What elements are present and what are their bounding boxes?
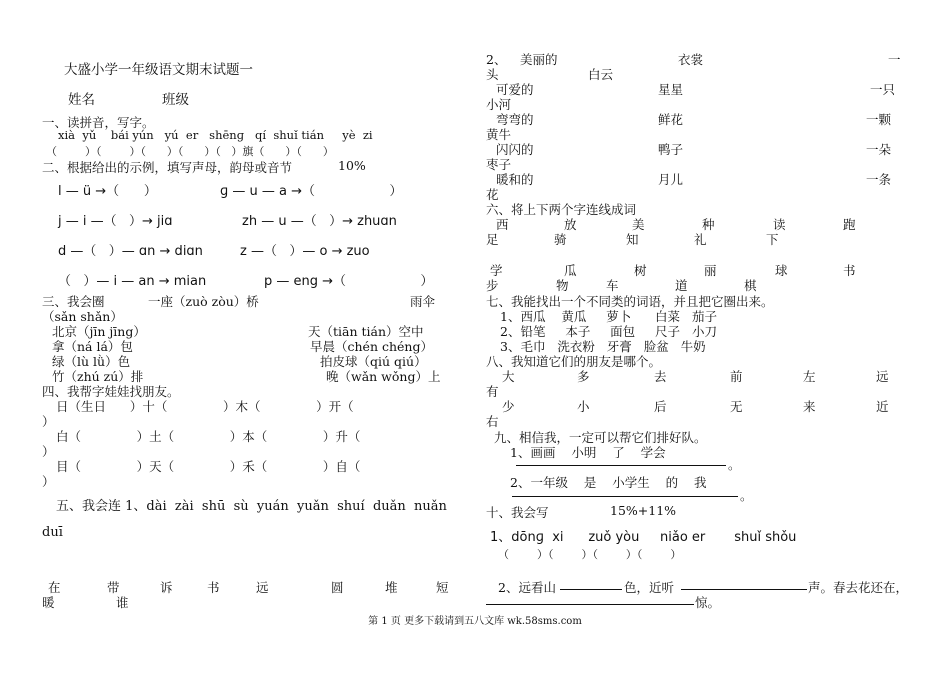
section10-percent: 15%+11% [610,503,677,518]
r2-word: 花 [486,187,499,202]
s6-bot: 步 [486,278,499,293]
s6-top: 知 [626,232,639,247]
section3-row5b: 拍皮球（qiú qiú） [320,354,427,369]
section4-row2-close: ） [42,444,55,459]
section5-char: 带 [107,580,120,595]
section1-heading: 一、读拼音，写字。 [42,115,155,130]
r2-word: 月儿 [658,172,684,187]
section3-heading: 三、我会圈 [42,294,105,309]
s6-top: 跑 [843,217,856,232]
section2-line1a: l — ü →（ ） [58,184,157,199]
section10-heading: 十、我会写 [486,505,549,520]
s9-item2: 2、一年级 是 小学生 的 我 [510,475,707,490]
s6-bot: 球 [775,263,788,278]
section2-line3b: z —（ ）— o → zuo [240,244,370,259]
s10-blanks: （ ）（ ）（ ）（ ） [498,548,682,561]
section3-row1b: 雨伞 [410,294,436,309]
section5-char: 远 [256,580,269,595]
section3-row1a: 一座（zuò zòu）桥 [148,294,259,309]
section5-char: 短 [436,580,449,595]
s6-top: 骑 [554,232,567,247]
s6-bot: 书 [843,263,856,278]
r2-num: 2、 [486,52,507,67]
exam-page: 大盛小学一年级语文期末试题一 姓名 班级 一、读拼音，写字。 xià yǔ bái yún yú er shēnɡ qí shuǐ tián yè zi （ ）（ ）（ ）（ ）（ ）旗（ ）（ ） 二、根据给出的示例，填写声母，韵母或音节 10% l — ü →（ ） ɡ — u — a →（ ） j — i —（ ）→ jiɑ zh — u —（ ）→ zhuɑn d —（ ）— ɑn → diɑn z —（ ）— o → zuo （ ）— i — an → mian p — eng →（ ） 三、我会圈 一座（zuò zòu）桥 雨伞 （sǎn shǎn） 北京（jīn jīng） 天（tiān tián）空中 拿（ná lá）包 早晨（chén chéng） 绿（lù lǜ）色 拍皮球（qiú qiú） 竹（zhú zú）排 晚（wǎn wǒng）上 四、我帮字娃娃找朋友。 日（生日 ）十（ ）木（ ）开（ ） 白（ ）土（ ）本（ ）升（ ） 目（ ）天（ ）禾（ ）自（ ） 五、我会连 1、dài zài shū sù yuán yuǎn shuí duǎn nuǎn duī 在 带 诉 书 远 圆 堆 短 暖 谁 2、 美丽的 衣裳 一 头 白云 可爱的 星星 一只 小河 弯弯的 鲜花 一颗 黄牛 闪闪的 鸭子 一朵 枣子 暖和的 月儿 一条 花 六、将上下两个字连线成词 西 放 美 种 读 跑 足 骑 知 礼 下 学 瓜 树 丽 球 书 步 物 车 道 棋 七、我能找出一个不同类的词语，并且把它圈出来。 1、西瓜 黄瓜 萝卜 白菜 茄子 2、铅笔 本子 面包 尺子 小刀 3、毛巾 洗衣粉 牙膏 脸盆 牛奶 八、我知道它们的朋友是哪个。 大 多 去 前 左 远 有 少 小 后 无 来 近 右 九、相信我，一定可以帮它们排好队。 1、画画 小明 了 学会 。 2、一年级 是 小学生 的 我 。 十、我会写 15%+11% 1、dōnɡ xi zuǒ yòu niǎo er shuǐ shǒu （ ）（ ）（ ）（ ） 2、远看山 色，近听 声。春去花还在， 惊。 第 1 页 更多下载请到五八文库 wk.58sms.com [0,0,950,673]
r2-word: 一 [888,52,901,67]
s10-line2b: 色，近听 [624,580,675,595]
section5-cont: duī [42,525,63,540]
r2-word: 小河 [486,97,512,112]
section3-row3a: 北京（jīn jīng） [52,324,146,339]
section3-row6a: 竹（zhú zú）排 [52,369,144,384]
s10-pinyin: 1、dōnɡ xi zuǒ yòu niǎo er shuǐ shǒu [490,530,797,545]
s6-top: 读 [773,217,786,232]
r2-word: 弯弯的 [496,112,534,127]
section2-line4a: （ ）— i — an → mian [58,274,207,289]
s8-char: 后 [654,399,667,414]
section2-percent: 10% [338,158,366,173]
s6-top: 西 [496,217,509,232]
section1-blanks: （ ）（ ）（ ）（ ）（ ）旗（ ）（ ） [46,145,334,158]
s7-item2: 2、铅笔 本子 面包 尺子 小刀 [500,324,717,339]
s7-item3: 3、毛巾 洗衣粉 牙膏 脸盆 牛奶 [500,339,706,354]
s8-char: 近 [876,399,889,414]
section2-line1b: ɡ — u — a →（ ） [220,184,403,199]
r2-word: 美丽的 [520,52,558,67]
r2-word: 可爱的 [496,82,534,97]
r2-word: 星星 [658,82,684,97]
section5-char: 堆 [385,580,398,595]
s8-char: 大 [502,369,515,384]
s9-answer-line1[interactable] [516,453,726,466]
s8-char: 小 [577,399,590,414]
s8-char: 多 [577,369,590,384]
s8-char: 左 [803,369,816,384]
page-footer: 第 1 页 更多下载请到五八文库 wk.58sms.com [368,616,582,627]
s6-top: 种 [702,217,715,232]
r2-word: 一条 [866,172,892,187]
s6-bot: 棋 [744,278,757,293]
section6-heading: 六、将上下两个字连线成词 [486,202,637,217]
name-label: 姓名 [68,92,95,108]
section5-char: 谁 [116,595,129,610]
s8-char: 少 [502,399,515,414]
s6-bot: 丽 [704,263,717,278]
s6-top: 放 [564,217,577,232]
r2-word: 白云 [588,67,614,82]
r2-word: 闪闪的 [496,142,534,157]
section7-heading: 七、我能找出一个不同类的词语，并且把它圈出来。 [486,294,774,309]
section2-line2a: j — i —（ ）→ jiɑ [58,214,173,229]
section1-pinyin: xià yǔ bái yún yú er shēnɡ qí shuǐ tián yè zi [58,128,373,142]
s8-char: 远 [876,369,889,384]
section4-row3: 目（ ）天（ ）禾（ ）自（ [56,459,361,474]
r2-word: 一朵 [866,142,892,157]
s6-bot: 道 [675,278,688,293]
s6-top: 足 [486,232,499,247]
s8-char: 去 [654,369,667,384]
s7-item1: 1、西瓜 黄瓜 萝卜 白菜 茄子 [500,309,717,324]
section3-row4b: 早晨（chén chéng） [310,339,433,354]
s9-item1: 1、画画 小明 了 学会 [510,445,666,460]
s10-blank3[interactable] [486,592,694,605]
s8-char: 右 [486,414,499,429]
section3-row3b: 天（tiān tián）空中 [308,324,424,339]
section5-char: 圆 [331,580,344,595]
s10-blank2[interactable] [681,577,807,590]
section3-row6b: 晚（wǎn wǒng）上 [326,369,441,384]
s6-top: 礼 [694,232,707,247]
section9-heading: 九、相信我，一定可以帮它们排好队。 [494,430,707,445]
section8-heading: 八、我知道它们的朋友是哪个。 [486,354,662,369]
r2-word: 鸭子 [658,142,684,157]
section2-line2b: zh — u —（ ）→ zhuɑn [242,214,397,229]
section2-line3a: d —（ ）— ɑn → diɑn [58,244,203,259]
s8-char: 来 [803,399,816,414]
class-label: 班级 [162,92,189,108]
s6-bot: 学 [490,263,503,278]
s8-char: 有 [486,384,499,399]
s10-line2-end: 惊。 [695,595,721,610]
s9-answer-line2[interactable] [512,484,738,497]
section4-row1: 日（生日 ）十（ ）木（ ）开（ [56,399,354,414]
s6-top: 美 [632,217,645,232]
section4-row3-close: ） [42,474,55,489]
section3-row2: （sǎn shǎn） [42,309,123,324]
section5-char: 书 [207,580,220,595]
section5-char: 在 [48,580,61,595]
s6-bot: 树 [634,263,647,278]
s8-char: 无 [730,399,743,414]
section2-heading: 二、根据给出的示例，填写声母，韵母或音节 [42,160,293,175]
r2-word: 一颗 [866,112,892,127]
section4-row2: 白（ ）土（ ）本（ ）升（ [56,429,361,444]
r2-word: 鲜花 [658,112,684,127]
s6-bot: 物 [556,278,569,293]
r2-word: 头 [486,67,499,82]
section5-char: 暖 [42,595,55,610]
section4-heading: 四、我帮字娃娃找朋友。 [42,384,180,399]
section5-heading: 五、我会连 1、dài zài shū sù yuán yuǎn shuí duǎn nuǎn [56,499,447,514]
section3-row5a: 绿（lù lǜ）色 [52,354,131,369]
section5-char: 诉 [160,580,173,595]
s6-top: 下 [766,232,779,247]
section4-row1-close: ） [42,414,55,429]
r2-word: 枣子 [486,157,512,172]
s10-blank1[interactable] [560,577,622,590]
section3-row4a: 拿（ná lá）包 [52,339,133,354]
r2-word: 暖和的 [496,172,534,187]
r2-word: 黄牛 [486,127,512,142]
s10-line2c: 声。春去花还在， [808,580,909,595]
exam-title: 大盛小学一年级语文期末试题一 [64,62,253,78]
s6-bot: 瓜 [564,263,577,278]
s6-bot: 车 [606,278,619,293]
r2-word: 一只 [870,82,896,97]
s10-line2a: 2、远看山 [498,580,556,595]
s8-char: 前 [730,369,743,384]
section2-line4b: p — eng →（ ） [264,274,434,289]
r2-word: 衣裳 [678,52,704,67]
